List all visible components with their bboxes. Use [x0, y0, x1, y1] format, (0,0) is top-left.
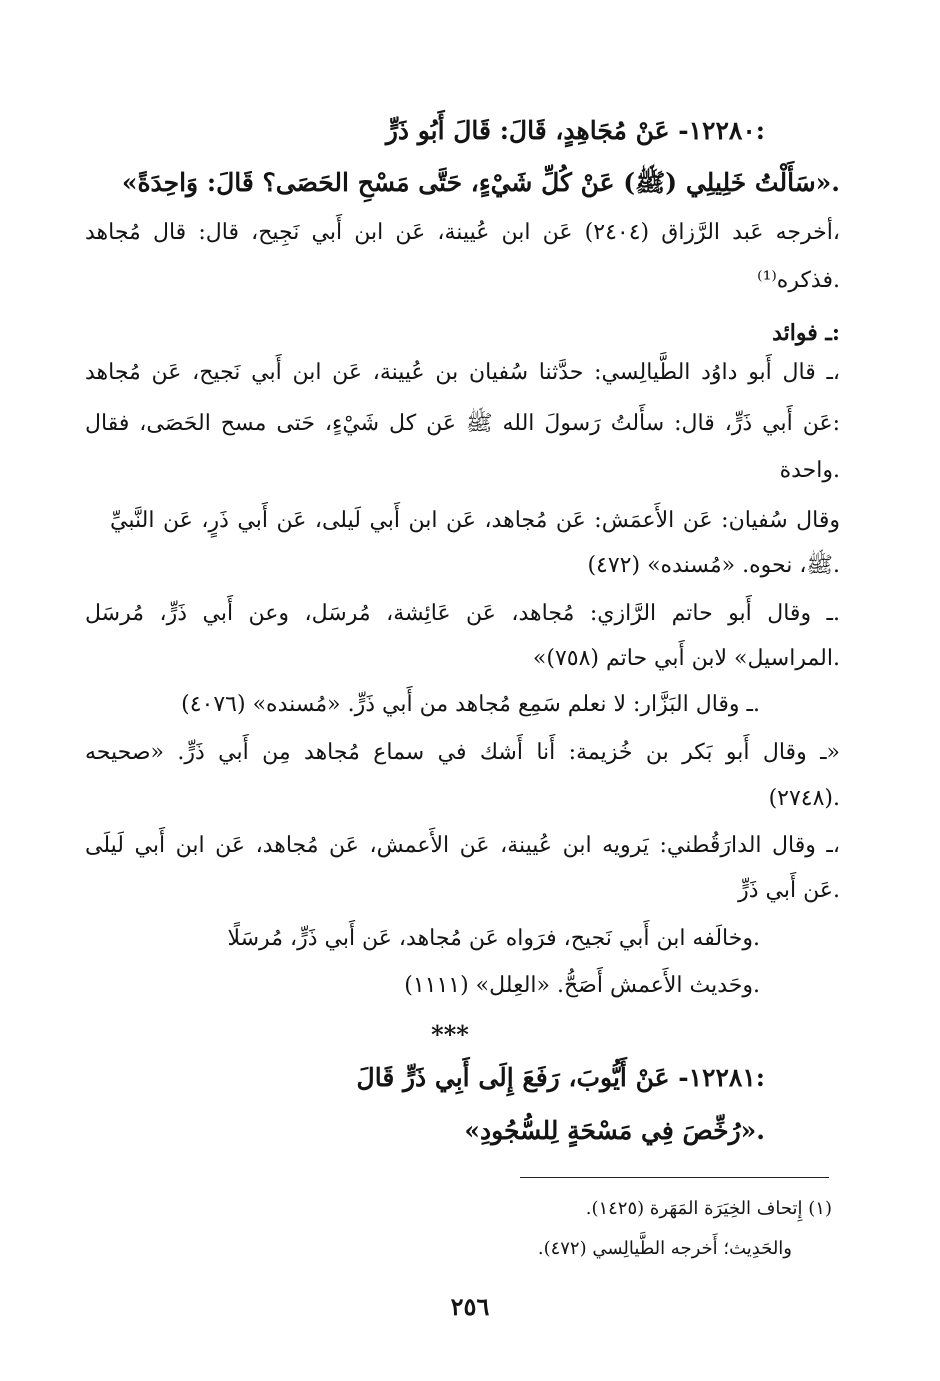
footnote-1-line1: (١) إِتحاف الخِيَرَة المَهَرة (١٤٢٥). — [585, 1198, 832, 1219]
fawaid-p6-line2: عَن أَبي ذَرٍّ. — [738, 878, 840, 903]
fawaid-p1-line2: عَن أَبي ذَرٍّ، قال: سأَلتُ رَسولَ الله ﷺ عَن كل شَيْءٍ، حَتى مسح الحَصَى، فقال: — [85, 411, 840, 436]
hadith-12280-takhrij-line1: أخرجه عَبد الرَّزاق (٢٤٠٤) عَن ابن عُيينة، عَن ابن أَبي نَجِيح، قال: قال مُجاهد، — [85, 220, 840, 245]
hadith-12281-heading: ١٢٢٨١- عَنْ أَيُّوبَ، رَفَعَ إِلَى أَبِي ذَرٍّ قَالَ: — [356, 1063, 765, 1092]
fawaid-p6-line3: وخالَفه ابن أَبي نَجيح، فرَواه عَن مُجاهد، عَن أَبي ذَرٍّ، مُرسَلًا. — [227, 926, 760, 951]
fawaid-p3-line1: ـ وقال أَبو حاتم الرَّازي: مُجاهد، عَن عَائِشة، مُرسَل، وعن أَبي ذَرٍّ، مُرسَل. — [85, 601, 840, 626]
fawaid-p4: ـ وقال البَزَّار: لا نعلم سَمِع مُجاهد من أَبي ذَرٍّ. «مُسنده» (٤٠٧٦). — [181, 692, 760, 717]
fawaid-p6-line4: وحَديث الأَعمش أَصَحُّ. «العِلل» (١١١١). — [404, 973, 760, 998]
fawaid-title: ـ فوائد: — [772, 320, 840, 346]
fawaid-p1-line3: واحدة. — [779, 458, 840, 483]
hadith-12280-takhrij-line2: فذكره⁽¹⁾. — [757, 268, 840, 293]
footnote-divider — [520, 1177, 829, 1178]
hadith-12280-heading: ١٢٢٨٠- عَنْ مُجَاهِدٍ، قَالَ: قَالَ أَبُو ذَرٍّ: — [385, 116, 765, 145]
fawaid-p3-line2: «المراسيل» لابن أَبي حاتم (٧٥٨). — [532, 646, 840, 671]
page-number: ٢٥٦ — [450, 1292, 490, 1321]
hadith-12280-quote: «سَأَلْتُ خَلِيلِي (ﷺ) عَنْ كُلِّ شَيْءٍ، حَتَّى مَسْحِ الحَصَى؟ قَالَ: وَاحِدَةً». — [121, 168, 840, 197]
section-separator: *** — [431, 1020, 469, 1049]
fawaid-p2-line2: ﷺ، نحوه. «مُسنده» (٤٧٢). — [587, 553, 840, 578]
fawaid-p1-line1: ـ قال أَبو داوُد الطَّيالِسي: حدَّثنا سُفيان بن عُيينة، عَن ابن أَبي نَجيح، عَن مُجاهد، — [85, 360, 840, 385]
fawaid-p5-line2: (٢٧٤٨). — [768, 786, 840, 811]
fawaid-p5-line1: ـ وقال أَبو بَكر بن خُزيمة: أَنا أَشك في سماع مُجاهد مِن أَبي ذَرٍّ. «صحيحه» — [85, 740, 840, 765]
hadith-12281-quote: «رُخِّصَ فِي مَسْحَةٍ لِلسُّجُودِ». — [464, 1116, 765, 1145]
fawaid-p2-line1: وقال سُفيان: عَن الأَعمَش: عَن مُجاهد، عَن ابن أَبي لَيلى، عَن أَبي ذَرٍ، عَن النَّبيِّ — [110, 508, 840, 533]
footnote-1-line2: والحَدِيث؛ أَخرجه الطَّيالِسي (٤٧٢). — [537, 1238, 792, 1259]
fawaid-p6-line1: ـ وقال الدارَقُطني: يَرويه ابن عُيينة، عَن الأَعمش، عَن مُجاهد، عَن ابن أَبي لَيلَى، — [85, 833, 840, 858]
